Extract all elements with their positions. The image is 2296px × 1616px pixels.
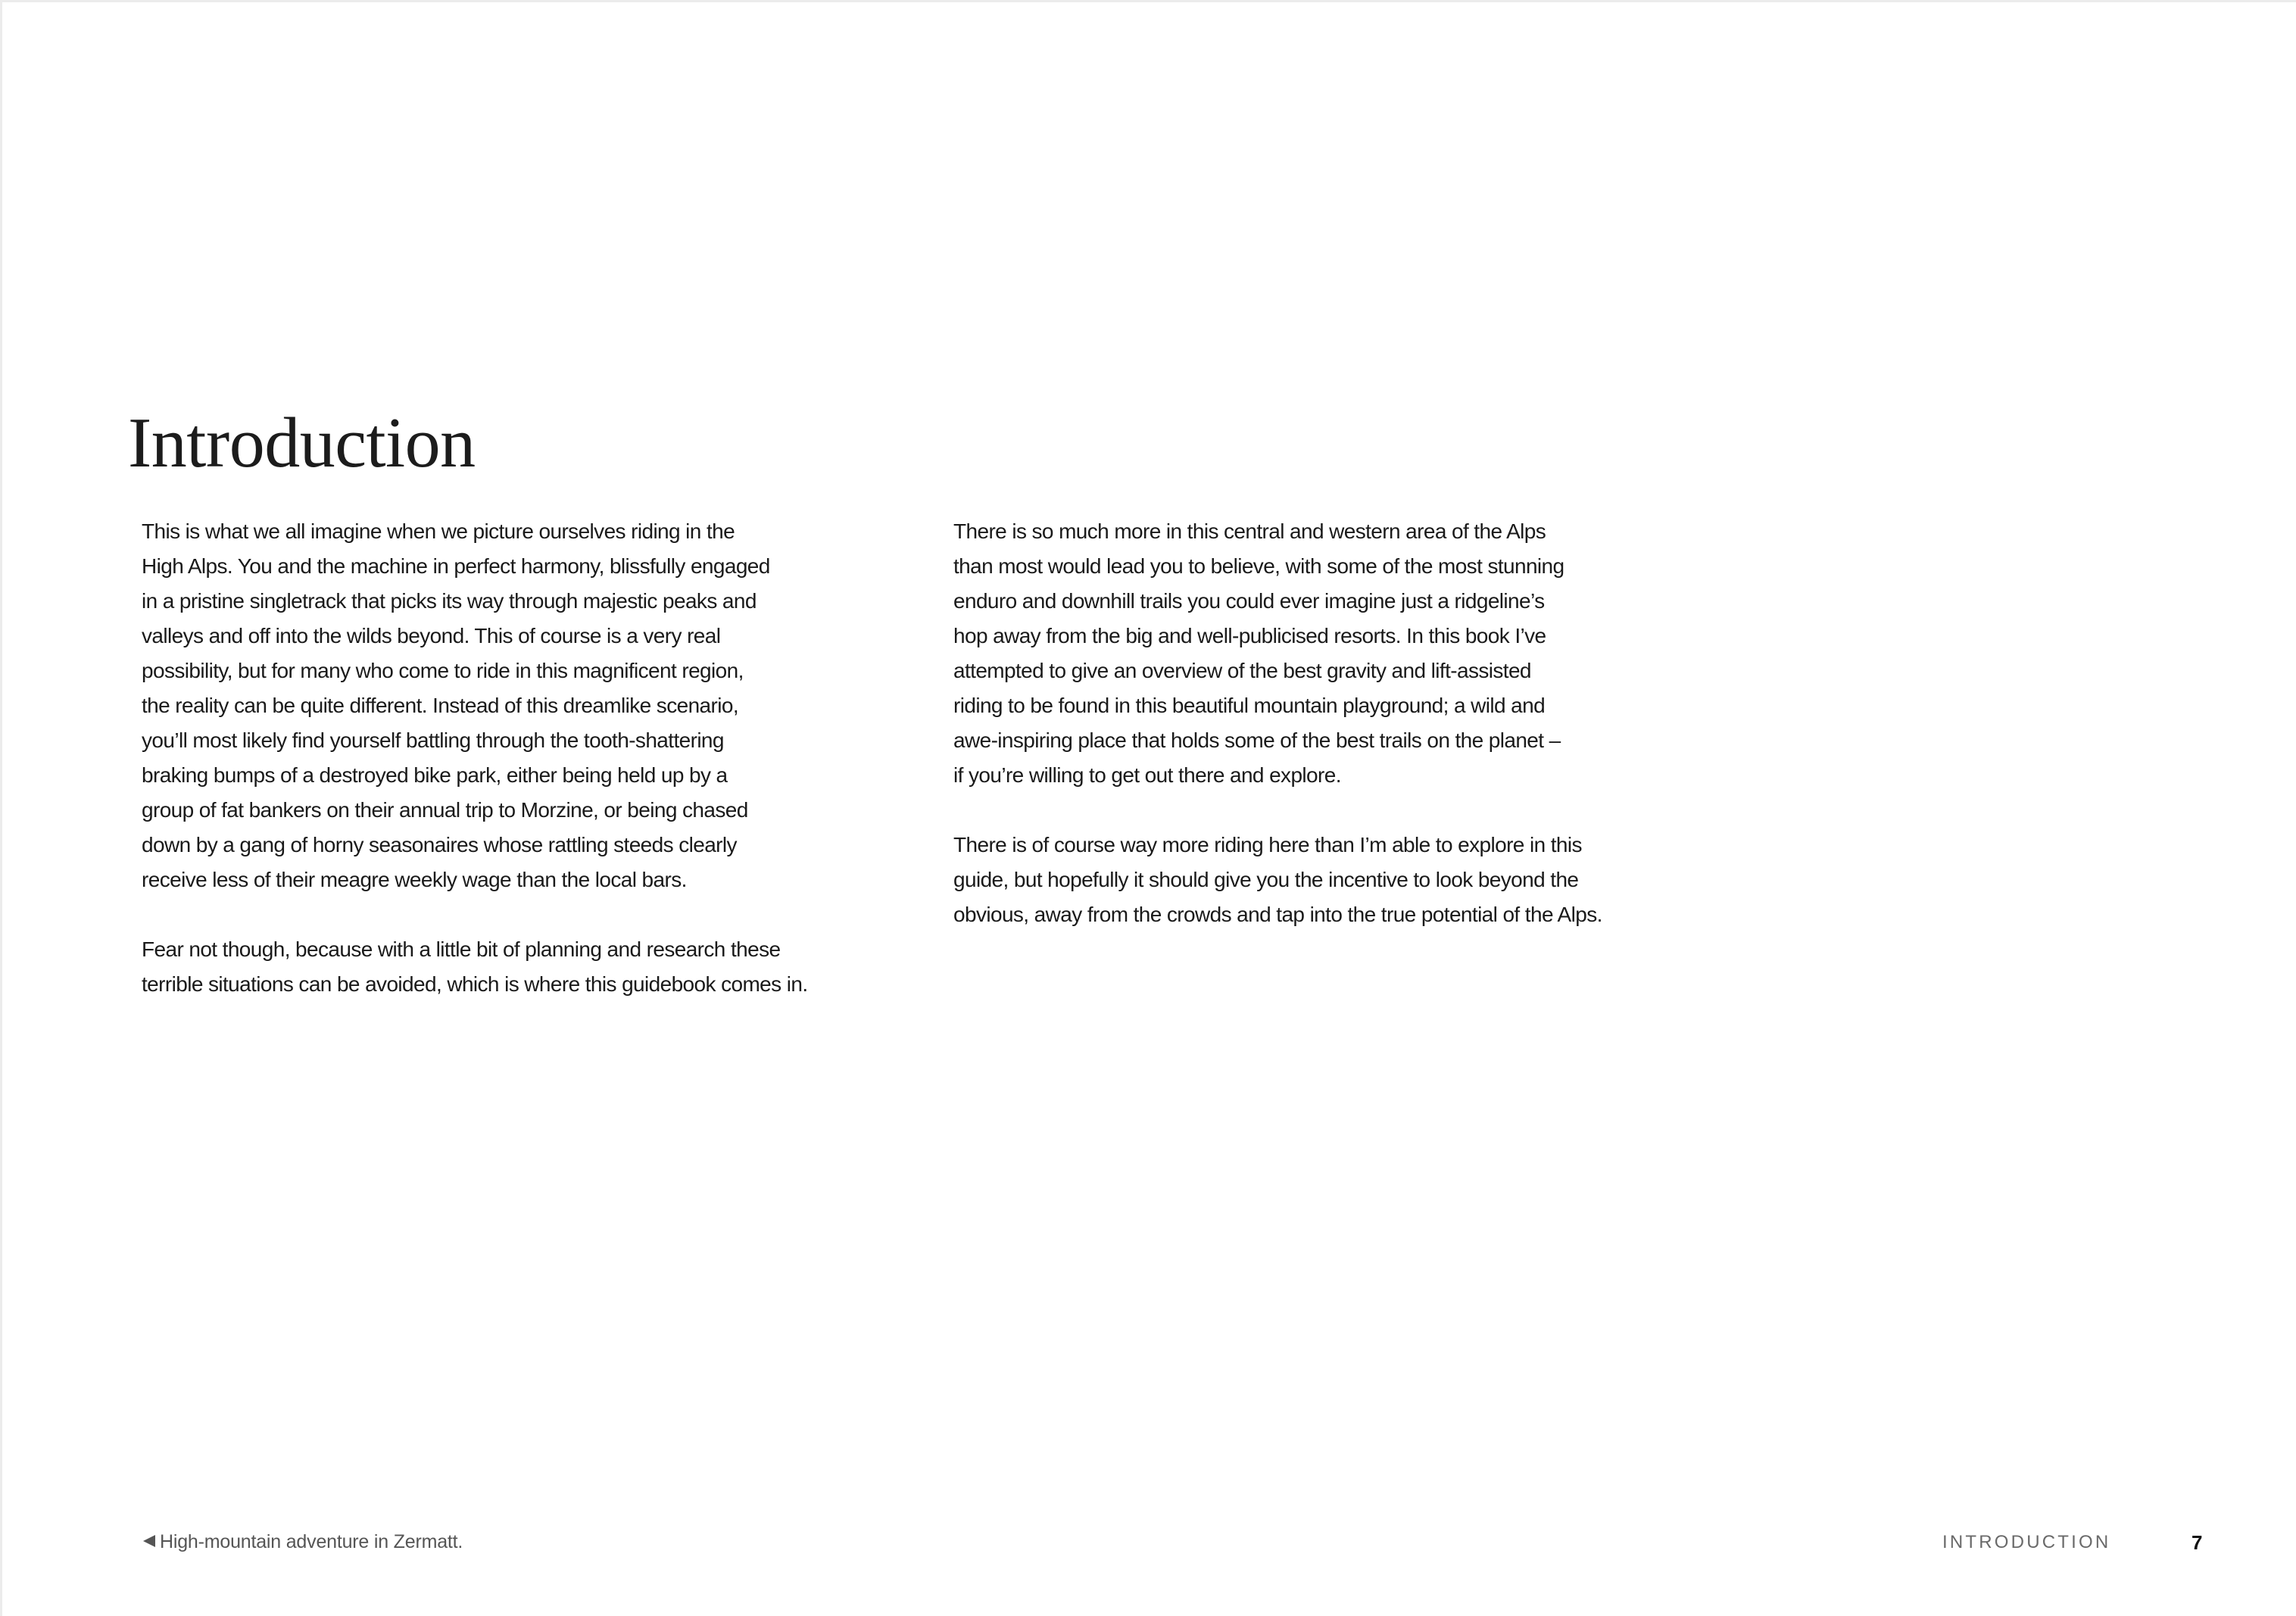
text-line: attempted to give an overview of the best gravity and lift-assisted: [953, 659, 1531, 682]
paragraph: [953, 514, 1602, 793]
paragraph: [142, 514, 808, 897]
caption-text: High-mountain adventure in Zermatt.: [160, 1531, 463, 1552]
left-pointing-triangle-icon: [143, 1535, 155, 1547]
page-title: Introduction: [128, 404, 476, 482]
running-head: INTRODUCTION: [1942, 1532, 2111, 1552]
text-line: guide, but hopefully it should give you the incentive to look beyond the: [953, 868, 1579, 891]
text-line: receive less of their meagre weekly wage than the local bars.: [142, 868, 687, 891]
photo-caption: [143, 1529, 463, 1555]
text-line: you’ll most likely find yourself battling through the tooth-shattering: [142, 728, 724, 752]
page-number: 7: [2191, 1531, 2203, 1554]
text-line: riding to be found in this beautiful mountain playground; a wild and: [953, 694, 1546, 717]
text-line: valleys and off into the wilds beyond. This of course is a very real: [142, 624, 721, 647]
text-line: the reality can be quite different. Instead of this dreamlike scenario,: [142, 694, 739, 717]
left-column: [142, 514, 808, 1002]
text-line: than most would lead you to believe, with some of the most stunning: [953, 554, 1564, 578]
text-line: High Alps. You and the machine in perfect harmony, blissfully engaged: [142, 554, 770, 578]
paragraph: [953, 828, 1602, 932]
text-line: terrible situations can be avoided, which is where this guidebook comes in.: [142, 972, 808, 996]
text-line: enduro and downhill trails you could ever imagine just a ridgeline’s: [953, 589, 1545, 613]
text-line: Fear not though, because with a little bit of planning and research these: [142, 937, 781, 961]
text-line: obvious, away from the crowds and tap into the true potential of the Alps.: [953, 903, 1602, 926]
text-line: group of fat bankers on their annual trip to Morzine, or being chased: [142, 798, 748, 822]
paragraph: [142, 932, 808, 1002]
text-line: There is of course way more riding here than I’m able to explore in this: [953, 833, 1582, 856]
text-line: braking bumps of a destroyed bike park, either being held up by a: [142, 763, 728, 787]
right-column: [953, 514, 1602, 932]
text-line: if you’re willing to get out there and explore.: [953, 763, 1341, 787]
text-line: awe-inspiring place that holds some of the best trails on the planet –: [953, 728, 1561, 752]
text-line: in a pristine singletrack that picks its way through majestic peaks and: [142, 589, 756, 613]
text-line: down by a gang of horny seasonaires whose rattling steeds clearly: [142, 833, 737, 856]
text-line: This is what we all imagine when we picture ourselves riding in the: [142, 519, 735, 543]
text-line: There is so much more in this central and western area of the Alps: [953, 519, 1546, 543]
text-line: possibility, but for many who come to ride in this magnificent region,: [142, 659, 744, 682]
text-line: hop away from the big and well-publicised resorts. In this book I’ve: [953, 624, 1546, 647]
